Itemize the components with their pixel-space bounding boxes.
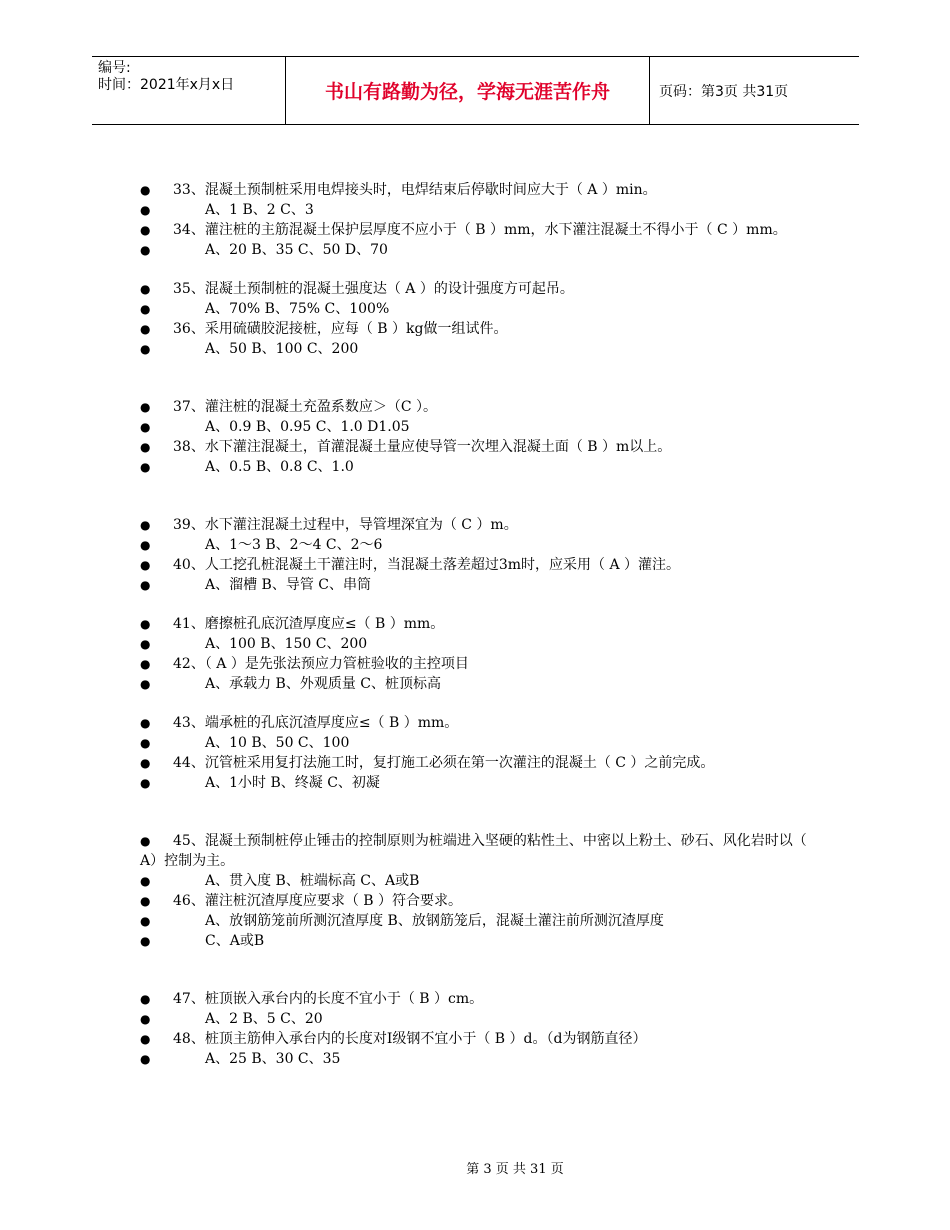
question-list bbox=[140, 180, 820, 1069]
question-line: ● 37、灌注桩的混凝土充盈系数应＞（C ）。 bbox=[140, 399, 437, 415]
bullet-icon: ● bbox=[140, 302, 151, 316]
spacer bbox=[140, 951, 820, 989]
option-line: ● A、1小时 B、终凝 C、初凝 bbox=[140, 775, 380, 791]
bullet-icon: ● bbox=[140, 558, 151, 572]
option-line: ● A、100 B、150 C、200 bbox=[140, 636, 368, 652]
bullet-icon: ● bbox=[140, 203, 151, 217]
option-line: ● A、贯入度 B、桩端标高 C、A或B bbox=[140, 873, 420, 889]
spacer bbox=[140, 260, 820, 279]
option-line: ● A、0.5 B、0.8 C、1.0 bbox=[140, 459, 354, 475]
spacer bbox=[140, 595, 820, 614]
number-label: 编号: bbox=[98, 60, 131, 76]
option-line: ● A、承载力 B、外观质量 C、桩顶标高 bbox=[140, 676, 442, 692]
question-line: ● 40、人工挖孔桩混凝土干灌注时，当混凝土落差超过3m时，应采用（ A ）灌注。 bbox=[140, 557, 681, 573]
bullet-icon: ● bbox=[140, 637, 151, 651]
bullet-icon: ● bbox=[140, 538, 151, 552]
option-line: ● A、70% B、75% C、100% bbox=[140, 301, 390, 317]
bullet-icon: ● bbox=[140, 282, 151, 296]
bullet-icon: ● bbox=[140, 657, 151, 671]
question-line: ● 45、混凝土预制桩停止锤击的控制原则为桩端进入坚硬的粘性土、中密以上粉土、砂石、风化岩时以（ A）控制为主。 bbox=[140, 833, 807, 869]
question-line: ● 42、（ A ）是先张法预应力管桩验收的主控项目 bbox=[140, 656, 469, 672]
bullet-icon: ● bbox=[140, 776, 151, 790]
option-line: ● A、20 B、35 C、50 D、70 bbox=[140, 242, 388, 258]
option-line: ● A、50 B、100 C、200 bbox=[140, 341, 359, 357]
question-line: ● 35、混凝土预制桩的混凝土强度达（ A ）的设计强度方可起吊。 bbox=[140, 281, 574, 297]
question-line: ● 41、磨擦桩孔底沉渣厚度应≤（ B ）mm。 bbox=[140, 616, 445, 632]
question-line: ● 43、端承桩的孔底沉渣厚度应≤（ B ）mm。 bbox=[140, 715, 459, 731]
question-line: ● 44、沉管桩采用复打法施工时，复打施工必须在第一次灌注的混凝土（ C ）之前完成。 bbox=[140, 755, 715, 771]
question-line: ● 36、采用硫磺胶泥接桩，应每（ B ）kg做一组试件。 bbox=[140, 321, 508, 337]
option-line: ● A、1～3 B、2～4 C、2～6 bbox=[140, 537, 383, 553]
spacer bbox=[140, 793, 820, 831]
bullet-icon: ● bbox=[140, 243, 151, 257]
page-footer bbox=[0, 1158, 950, 1177]
bullet-icon: ● bbox=[140, 578, 151, 592]
bullet-icon: ● bbox=[140, 894, 151, 908]
option-line: ● A、放钢筋笼前所测沉渣厚度 B、放钢筋笼后，混凝土灌注前所测沉渣厚度 bbox=[140, 913, 664, 929]
question-line: ● 46、灌注桩沉渣厚度应要求（ B ）符合要求。 bbox=[140, 893, 463, 909]
bullet-icon: ● bbox=[140, 1052, 151, 1066]
bullet-icon: ● bbox=[140, 736, 151, 750]
option-line: ● A、0.9 B、0.95 C、1.0 D1.05 bbox=[140, 419, 410, 435]
bullet-icon: ● bbox=[140, 420, 151, 434]
spacer bbox=[140, 694, 820, 713]
bullet-icon: ● bbox=[140, 440, 151, 454]
header-page-label: 页码：第3页 共31页 bbox=[659, 83, 789, 100]
bullet-icon: ● bbox=[140, 460, 151, 474]
footer-page-number: 第 3 页 共 31 页 bbox=[466, 1162, 564, 1177]
option-line: ● A、10 B、50 C、100 bbox=[140, 735, 350, 751]
bullet-icon: ● bbox=[140, 992, 151, 1006]
spacer bbox=[140, 359, 820, 397]
spacer bbox=[140, 477, 820, 515]
bullet-icon: ● bbox=[140, 342, 151, 356]
bullet-icon: ● bbox=[140, 874, 151, 888]
bullet-icon: ● bbox=[140, 934, 151, 948]
bullet-icon: ● bbox=[140, 223, 151, 237]
option-line: ● C、A或B bbox=[140, 933, 265, 949]
question-line: ● 48、桩顶主筋伸入承台内的长度对I级钢不宜小于（ B ）d。（d为钢筋直径） bbox=[140, 1031, 647, 1047]
option-line: ● A、2 B、5 C、20 bbox=[140, 1011, 323, 1027]
option-line: ● A、25 B、30 C、35 bbox=[140, 1051, 341, 1067]
question-line: ● 33、混凝土预制桩采用电焊接头时，电焊结束后停歇时间应大于（ A ）min。 bbox=[140, 182, 657, 198]
question-line: ● 47、桩顶嵌入承台内的长度不宜小于（ B ）cm。 bbox=[140, 991, 484, 1007]
question-line: ● 39、水下灌注混凝土过程中，导管埋深宜为（ C ）m。 bbox=[140, 517, 518, 533]
bullet-icon: ● bbox=[140, 518, 151, 532]
bullet-icon: ● bbox=[140, 677, 151, 691]
bullet-icon: ● bbox=[140, 1012, 151, 1026]
bullet-icon: ● bbox=[140, 617, 151, 631]
bullet-icon: ● bbox=[140, 756, 151, 770]
question-line: ● 38、水下灌注混凝土，首灌混凝土量应使导管一次埋入混凝土面（ B ）m以上。 bbox=[140, 439, 672, 455]
bullet-icon: ● bbox=[140, 716, 151, 730]
bullet-icon: ● bbox=[140, 183, 151, 197]
question-line: ● 34、灌注桩的主筋混凝土保护层厚度不应小于（ B ）mm，水下灌注混凝土不得小于（ C ）mm。 bbox=[140, 222, 787, 238]
bullet-icon: ● bbox=[140, 1032, 151, 1046]
time-label: 时间：2021年x月x日 bbox=[98, 77, 235, 93]
page-header bbox=[92, 56, 859, 125]
header-motto: 书山有路勤为径，学海无涯苦作舟 bbox=[286, 57, 650, 124]
bullet-icon: ● bbox=[140, 914, 151, 928]
bullet-icon: ● bbox=[140, 400, 151, 414]
header-meta bbox=[92, 57, 286, 124]
option-line: ● A、1 B、2 C、3 bbox=[140, 202, 314, 218]
option-line: ● A、溜槽 B、导管 C、串筒 bbox=[140, 577, 372, 593]
bullet-icon: ● bbox=[140, 834, 151, 848]
bullet-icon: ● bbox=[140, 322, 151, 336]
